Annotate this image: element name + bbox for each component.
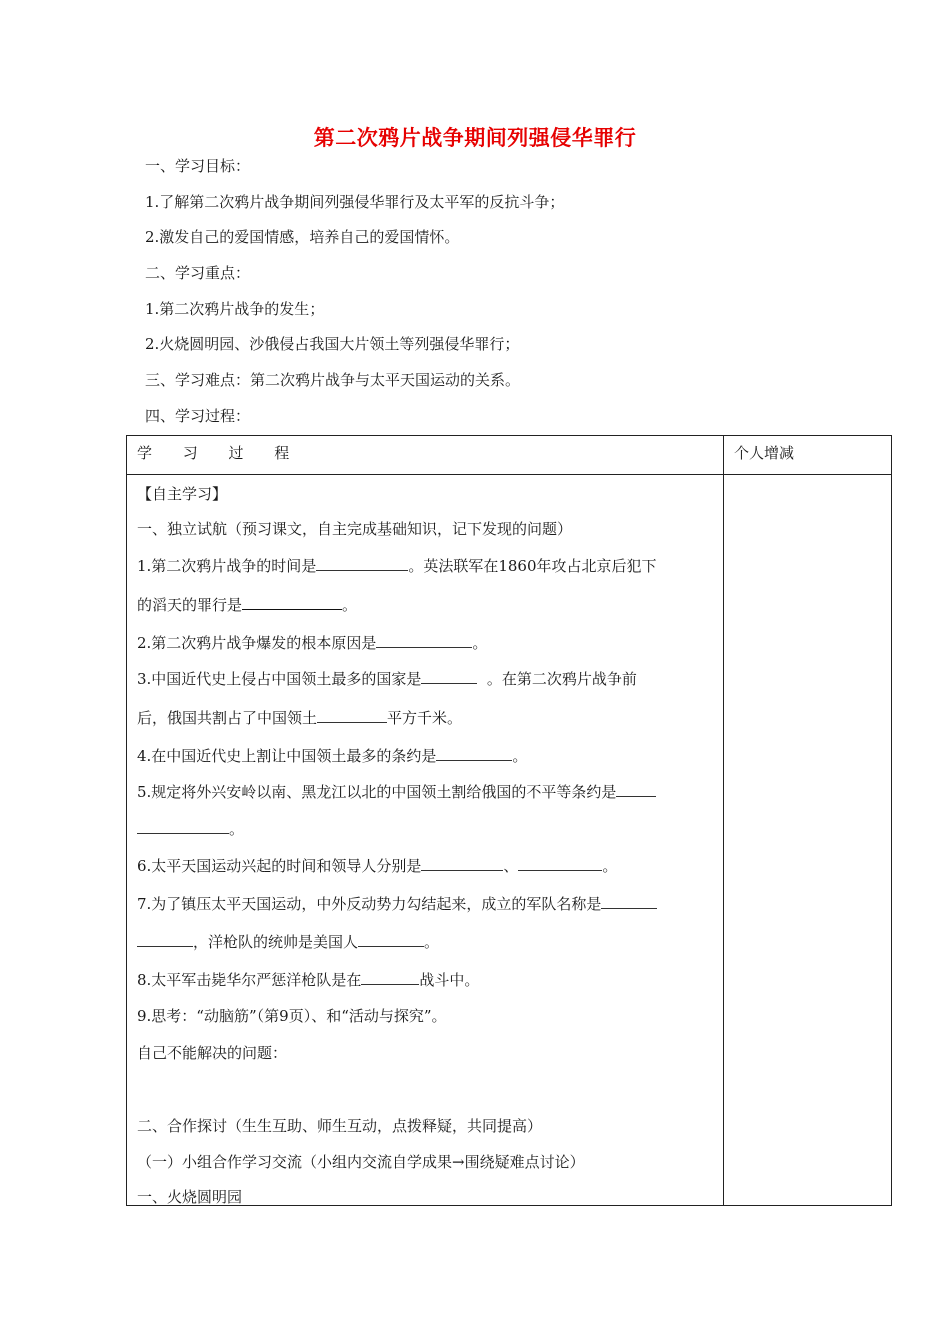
process-content (127, 475, 724, 1206)
header-personal (724, 436, 892, 475)
blank-field[interactable] (421, 670, 477, 684)
blank-field[interactable] (242, 596, 342, 610)
part2-heading: 二、合作探讨（生生互助、师生互动，点拨释疑，共同提高） (137, 1117, 543, 1135)
blank-field[interactable] (601, 895, 657, 909)
header-process-label: 学 习 过 程 (137, 444, 290, 462)
objectives-heading: 一、学习目标： (145, 157, 251, 175)
difficulty: 三、学习难点：第二次鸦片战争与太平天国运动的关系。 (145, 371, 521, 389)
process-heading: 四、学习过程： (145, 407, 251, 425)
blank-field[interactable] (518, 857, 602, 871)
process-table (126, 435, 892, 1206)
key-point-1: 1.第二次鸦片战争的发生； (145, 300, 325, 318)
self-study-label: 【自主学习】 (137, 485, 228, 503)
table-content-row (127, 475, 892, 1206)
question-1-line-1: 1.第二次鸦片战争的时间是 。英法联军在1860年攻占北京后犯下 (137, 557, 657, 575)
question-5-line-2: 。 (137, 818, 244, 839)
objective-2: 2.激发自己的爱国情感，培养自己的爱国情怀。 (145, 228, 460, 246)
question-2: 2.第二次鸦片战争爆发的根本原因是 。 (137, 634, 488, 652)
table-header-row (127, 436, 892, 475)
personal-notes-cell[interactable] (724, 475, 892, 1206)
question-9: 9.思考：“动脑筋”（第9页）、和“活动与探究”。 (137, 1007, 447, 1025)
unsolved-problems: 自己不能解决的问题： (137, 1044, 288, 1062)
question-4: 4.在中国近代史上割让中国领土最多的条约是 。 (137, 747, 528, 765)
question-5-line-1: 5.规定将外兴安岭以南、黑龙江以北的中国领土割给俄国的不平等条约是 (137, 781, 656, 802)
question-3-line-1: 3.中国近代史上侵占中国领土最多的国家是 。在第二次鸦片战争前 (137, 670, 637, 688)
blank-field[interactable] (137, 933, 193, 947)
blank-field[interactable] (436, 747, 512, 761)
group-study-heading: （一）小组合作学习交流（小组内交流自学成果→围绕疑难点讨论） (137, 1153, 585, 1171)
blank-field[interactable] (137, 820, 229, 834)
question-1-line-2: 的滔天的罪行是 。 (137, 596, 358, 614)
header-process (127, 436, 724, 475)
question-6: 6.太平天国运动兴起的时间和领导人分别是 、 。 (137, 857, 618, 875)
question-7-line-2: ，洋枪队的统帅是美国人 。 (137, 931, 439, 952)
blank-field[interactable] (317, 709, 387, 723)
question-8: 8.太平军击毙华尔严惩洋枪队是在 战斗中。 (137, 971, 480, 989)
blank-field[interactable] (421, 857, 503, 871)
page-title: 第二次鸦片战争期间列强侵华罪行 (313, 125, 637, 150)
question-7-line-1: 7.为了镇压太平天国运动，中外反动势力勾结起来，成立的军队名称是 (137, 893, 657, 914)
blank-field[interactable] (316, 557, 408, 571)
question-3-line-2: 后，俄国共割占了中国领土 平方千米。 (137, 709, 463, 727)
objective-1: 1.了解第二次鸦片战争期间列强侵华罪行及太平军的反抗斗争； (145, 193, 565, 211)
part1-heading: 一、独立试航（预习课文，自主完成基础知识，记下发现的问题） (137, 520, 573, 538)
key-points-heading: 二、学习重点： (145, 264, 251, 282)
blank-field[interactable] (358, 933, 424, 947)
topic-1-heading: 一、火烧圆明园 (137, 1188, 243, 1206)
blank-field[interactable] (376, 634, 472, 648)
header-personal-label: 个人增减 (734, 444, 795, 462)
key-point-2: 2.火烧圆明园、沙俄侵占我国大片领土等列强侵华罪行； (145, 335, 520, 353)
blank-field[interactable] (361, 971, 419, 985)
blank-field[interactable] (616, 783, 656, 797)
